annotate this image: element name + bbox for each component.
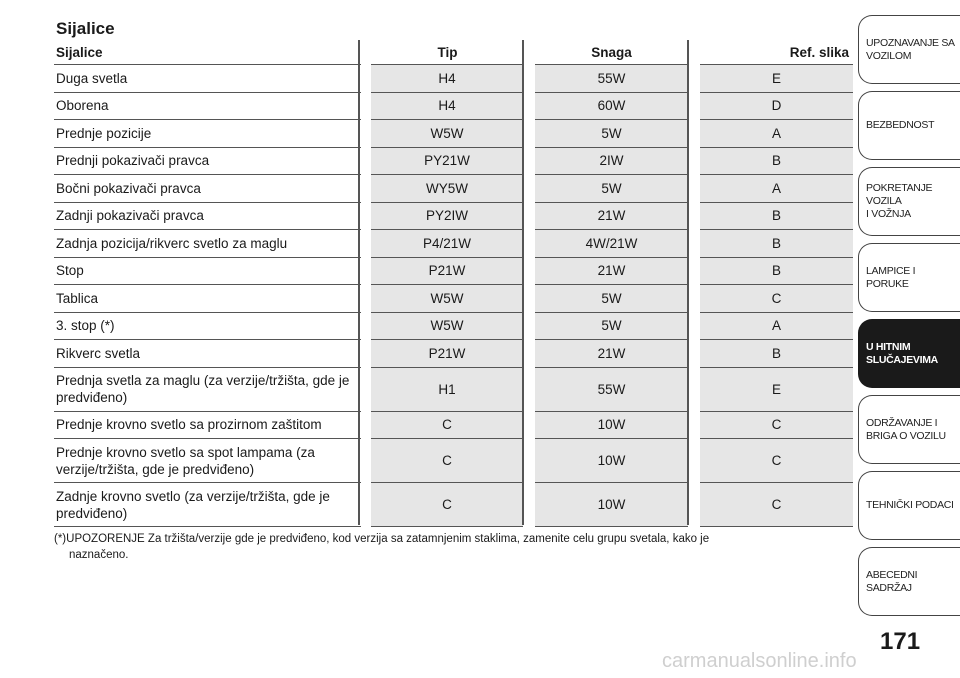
tab-label: POKRETANJE VOZILA bbox=[866, 182, 933, 207]
bulb-type: PY21W bbox=[366, 147, 529, 175]
table-row bbox=[54, 411, 853, 439]
tab-label: UPOZNAVANJE SA bbox=[866, 36, 955, 49]
bulb-name: 3. stop (*) bbox=[54, 312, 366, 340]
bulb-power: 55W bbox=[529, 65, 694, 93]
table-row bbox=[54, 285, 853, 313]
bulb-table bbox=[54, 40, 853, 527]
bulb-name: Prednje krovno svetlo sa prozirnom zaštitom bbox=[54, 411, 366, 439]
bulb-power: 21W bbox=[529, 257, 694, 285]
tab-label: I VOŽNJA bbox=[866, 208, 911, 220]
table-row bbox=[54, 483, 853, 527]
table-row bbox=[54, 120, 853, 148]
table-row bbox=[54, 257, 853, 285]
table-header-row bbox=[54, 40, 853, 65]
watermark: carmanualsonline.info bbox=[662, 650, 857, 672]
header-power: Snaga bbox=[529, 40, 694, 65]
bulb-ref: C bbox=[694, 285, 853, 313]
tab-label: ODRŽAVANJE I bbox=[866, 416, 938, 429]
tab-u-hitnim[interactable] bbox=[858, 319, 960, 388]
bulb-ref: C bbox=[694, 439, 853, 483]
bulb-power: 10W bbox=[529, 411, 694, 439]
tab-label: TEHNIČKI PODACI bbox=[866, 499, 954, 511]
table-row bbox=[54, 65, 853, 93]
bulb-name: Prednja svetla za maglu (za verzije/tržišta, gde je predviđeno) bbox=[54, 367, 366, 411]
bulb-type: WY5W bbox=[366, 175, 529, 203]
table-row bbox=[54, 147, 853, 175]
bulb-name: Prednji pokazivači pravca bbox=[54, 147, 366, 175]
bulb-ref: D bbox=[694, 92, 853, 120]
table-row bbox=[54, 340, 853, 368]
tab-label: U HITNIM bbox=[866, 340, 911, 353]
column-separator bbox=[522, 40, 524, 525]
bulb-type: C bbox=[366, 439, 529, 483]
column-separator bbox=[358, 40, 360, 525]
bulb-ref: C bbox=[694, 483, 853, 527]
bulb-power: 10W bbox=[529, 439, 694, 483]
bulb-name: Duga svetla bbox=[54, 65, 366, 93]
tab-pokretanje[interactable] bbox=[858, 167, 960, 236]
bulb-name: Oborena bbox=[54, 92, 366, 120]
bulb-power: 4W/21W bbox=[529, 230, 694, 258]
page-number: 171 bbox=[880, 628, 921, 655]
bulb-name: Zadnji pokazivači pravca bbox=[54, 202, 366, 230]
chapter-tabs bbox=[858, 15, 960, 623]
tab-label: SLUČAJEVIMA bbox=[866, 353, 938, 366]
tab-odrzavanje[interactable] bbox=[858, 395, 960, 464]
tab-lampice[interactable] bbox=[858, 243, 960, 312]
bulb-type: W5W bbox=[366, 120, 529, 148]
tab-tehnicki[interactable] bbox=[858, 471, 960, 540]
column-separator bbox=[687, 40, 689, 525]
tab-label: ABECEDNI SADRŽAJ bbox=[866, 568, 918, 594]
table-row bbox=[54, 230, 853, 258]
bulb-power: 60W bbox=[529, 92, 694, 120]
bulb-type: P21W bbox=[366, 257, 529, 285]
header-bulb: Sijalice bbox=[54, 40, 366, 65]
bulb-power: 10W bbox=[529, 483, 694, 527]
bulb-power: 5W bbox=[529, 120, 694, 148]
bulb-type: W5W bbox=[366, 285, 529, 313]
bulb-ref: B bbox=[694, 230, 853, 258]
bulb-name: Prednje krovno svetlo sa spot lampama (za verzije/tržišta, gde je predviđeno) bbox=[54, 439, 366, 483]
header-ref: Ref. slika bbox=[694, 40, 853, 65]
bulb-ref: A bbox=[694, 120, 853, 148]
bulb-power: 2IW bbox=[529, 147, 694, 175]
bulb-name: Zadnje krovno svetlo (za verzije/tržišta, gde je predviđeno) bbox=[54, 483, 366, 527]
bulb-type: P4/21W bbox=[366, 230, 529, 258]
bulb-type: W5W bbox=[366, 312, 529, 340]
table-row bbox=[54, 367, 853, 411]
bulb-type: P21W bbox=[366, 340, 529, 368]
bulb-type: PY2IW bbox=[366, 202, 529, 230]
footnote bbox=[54, 531, 844, 563]
bulb-ref: A bbox=[694, 312, 853, 340]
bulb-name: Prednje pozicije bbox=[54, 120, 366, 148]
tab-label: LAMPICE I PORUKE bbox=[866, 264, 916, 290]
bulb-power: 5W bbox=[529, 312, 694, 340]
bulb-power: 21W bbox=[529, 340, 694, 368]
tab-label: VOZILOM bbox=[866, 49, 912, 62]
table-row bbox=[54, 202, 853, 230]
bulb-power: 21W bbox=[529, 202, 694, 230]
footnote-line: (*)UPOZORENJE Za tržišta/verzije gde je predviđeno, kod verzija sa zatamnjenim staklima, zamenite celu grupu svetala, kako je bbox=[54, 533, 710, 545]
footnote-line: naznačeno. bbox=[69, 549, 129, 561]
bulb-power: 55W bbox=[529, 367, 694, 411]
bulb-ref: B bbox=[694, 257, 853, 285]
table-row bbox=[54, 92, 853, 120]
tab-bezbednost[interactable] bbox=[858, 91, 960, 160]
bulb-type: H4 bbox=[366, 92, 529, 120]
table-row bbox=[54, 439, 853, 483]
tab-upoznavanje[interactable] bbox=[858, 15, 960, 84]
bulb-ref: E bbox=[694, 367, 853, 411]
bulb-name: Rikverc svetla bbox=[54, 340, 366, 368]
bulb-type: C bbox=[366, 411, 529, 439]
bulb-ref: A bbox=[694, 175, 853, 203]
bulb-type: H1 bbox=[366, 367, 529, 411]
page-title: Sijalice bbox=[56, 19, 115, 38]
table-row bbox=[54, 312, 853, 340]
tab-label: BEZBEDNOST bbox=[866, 119, 935, 131]
bulb-ref: B bbox=[694, 147, 853, 175]
bulb-ref: C bbox=[694, 411, 853, 439]
bulb-ref: B bbox=[694, 202, 853, 230]
tab-abecedni[interactable] bbox=[858, 547, 960, 616]
bulb-type: C bbox=[366, 483, 529, 527]
bulb-ref: E bbox=[694, 65, 853, 93]
bulb-name: Stop bbox=[54, 257, 366, 285]
bulb-power: 5W bbox=[529, 175, 694, 203]
table-row bbox=[54, 175, 853, 203]
bulb-name: Bočni pokazivači pravca bbox=[54, 175, 366, 203]
bulb-power: 5W bbox=[529, 285, 694, 313]
tab-label: BRIGA O VOZILU bbox=[866, 429, 946, 442]
header-type: Tip bbox=[366, 40, 529, 65]
bulb-type: H4 bbox=[366, 65, 529, 93]
bulb-ref: B bbox=[694, 340, 853, 368]
bulb-name: Tablica bbox=[54, 285, 366, 313]
bulb-name: Zadnja pozicija/rikverc svetlo za maglu bbox=[54, 230, 366, 258]
